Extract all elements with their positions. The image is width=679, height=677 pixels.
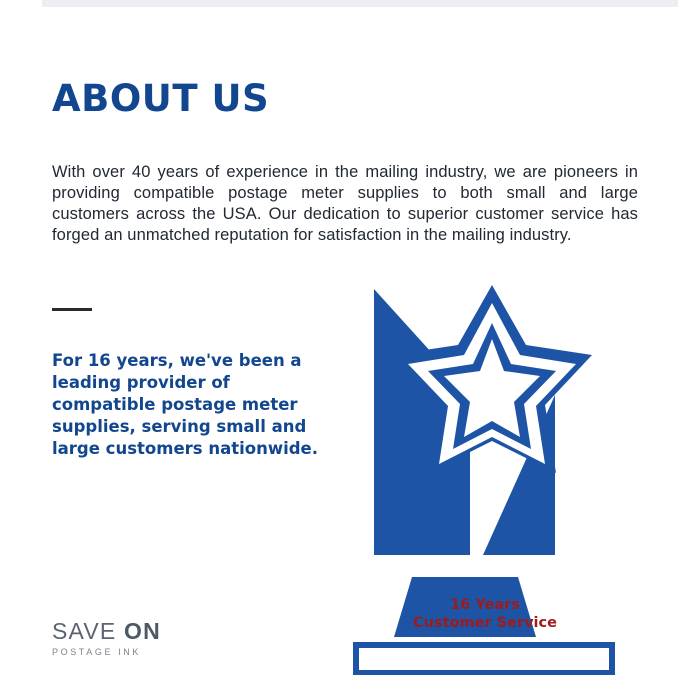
brand-logo <box>52 618 232 657</box>
plaque-line-2: Customer Service <box>413 615 557 631</box>
logo-tagline: POSTAGE INK <box>52 647 141 657</box>
logo-wordmark <box>52 618 232 645</box>
trophy-illustration <box>340 285 640 675</box>
body-paragraph: With over 40 years of experience in the mailing industry, we are pioneers in providing compatible postage meter supplies to both small and large customers across the USA. Our dedication to superior customer service has forged an unmatched reputation for satisfaction in the mailing industry. <box>52 163 638 244</box>
plaque-line-1: 16 Years <box>450 597 520 613</box>
top-strip-left-gap <box>0 0 42 7</box>
highlight-paragraph: For 16 years, we've been a leading provider of compatible postage meter supplies, serving small and large customers nationwide. <box>52 351 319 458</box>
section-divider <box>52 308 92 311</box>
content-column <box>52 0 638 246</box>
trophy-base-top <box>394 577 536 637</box>
logo-word-save: SAVE <box>52 618 125 644</box>
trophy-plinth <box>356 645 612 673</box>
logo-word-on: ON <box>124 618 161 644</box>
page-title: ABOUT US <box>52 77 270 120</box>
